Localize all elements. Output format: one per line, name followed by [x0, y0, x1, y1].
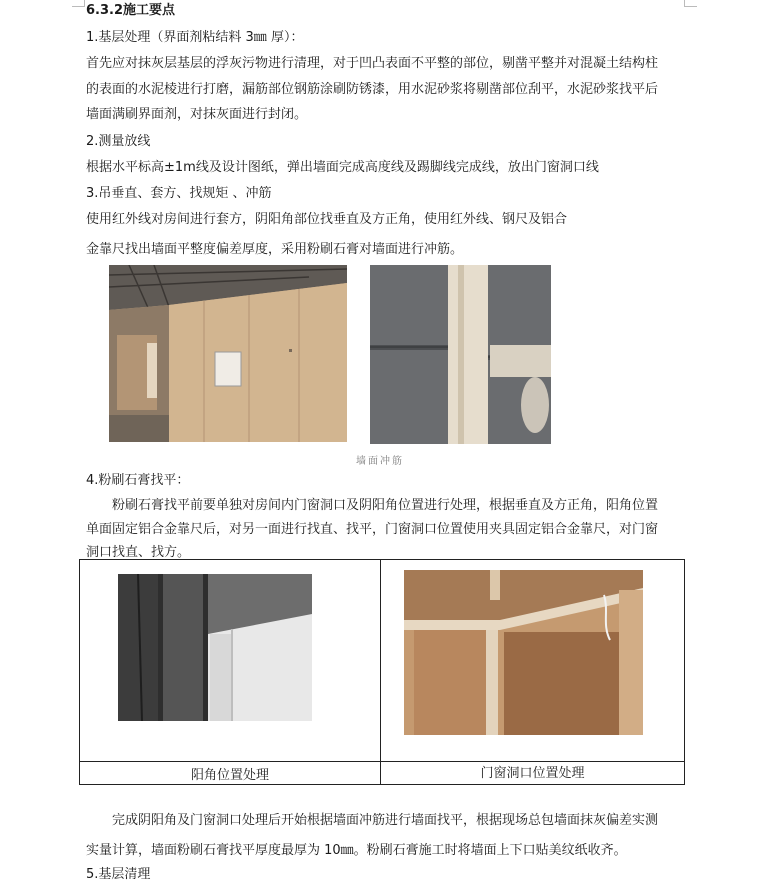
item1-line-2: 的表面的水泥棱进行打磨，漏筋部位钢筋涂刷防锈漆，用水泥砂浆将剔凿部位刮平，水泥砂浆找平后 — [86, 82, 659, 97]
photo-door-opening — [404, 570, 643, 735]
table-divider — [380, 559, 381, 785]
photo-outside-corner — [118, 574, 312, 721]
item1-line-1: 首先应对抹灰层基层的浮灰污物进行清理，对于凹凸表面不平整的部位，剔凿平整并对混凝土结构柱 — [86, 56, 659, 71]
closing-line-2: 实量计算，墙面粉刷石膏找平厚度最厚为 10㎜。粉刷石膏施工时将墙面上下口贴美纹纸收齐。 — [86, 843, 627, 858]
closing-line-1: 完成阴阳角及门窗洞口处理后开始根据墙面冲筋进行墙面找平，根据现场总包墙面抹灰偏差实测 — [112, 813, 659, 828]
item2-title: 2.测量放线 — [86, 134, 151, 149]
item4-line-3: 洞口找直、找方。 — [86, 545, 191, 560]
item5-title: 5.基层清理 — [86, 867, 151, 882]
photo-caption: 墙面冲筋 — [356, 456, 404, 467]
item4-line-1: 粉刷石膏找平前要单独对房间内门窗洞口及阴阳角位置进行处理，根据垂直及方正角，阳角位置 — [112, 498, 659, 513]
item3-line-2: 金靠尺找出墙面平整度偏差厚度，采用粉刷石膏对墙面进行冲筋。 — [86, 242, 464, 257]
photo-wall-strips — [370, 265, 551, 444]
item1-line-3: 墙面满刷界面剂，对抹灰面进行封闭。 — [86, 107, 308, 122]
table-caption-right: 门窗洞口位置处理 — [480, 766, 585, 781]
item3-line-1: 使用红外线对房间进行套方，阴阳角部位找垂直及方正角，使用红外线、钢尺及铝合 — [86, 212, 568, 227]
item4-line-2: 单面固定铝合金靠尺后，对另一面进行找直、找平，门窗洞口位置使用夹具固定铝合金靠尺，对门窗 — [86, 522, 659, 537]
item1-title: 1.基层处理（界面剂粘结料 3㎜ 厚）： — [86, 30, 304, 45]
margin-mark-right — [684, 0, 697, 7]
item2-body: 根据水平标高±1m线及设计图纸，弹出墙面完成高度线及踢脚线完成线，放出门窗洞口线 — [86, 160, 599, 175]
item4-title: 4.粉刷石膏找平： — [86, 473, 190, 488]
item3-title: 3.吊垂直、套方、找规矩 、冲筋 — [86, 186, 272, 201]
table-caption-left: 阳角位置处理 — [190, 768, 269, 783]
section-heading: 6.3.2施工要点 — [86, 3, 176, 18]
margin-mark-left — [72, 0, 85, 7]
photo-room-plastering — [109, 265, 347, 442]
